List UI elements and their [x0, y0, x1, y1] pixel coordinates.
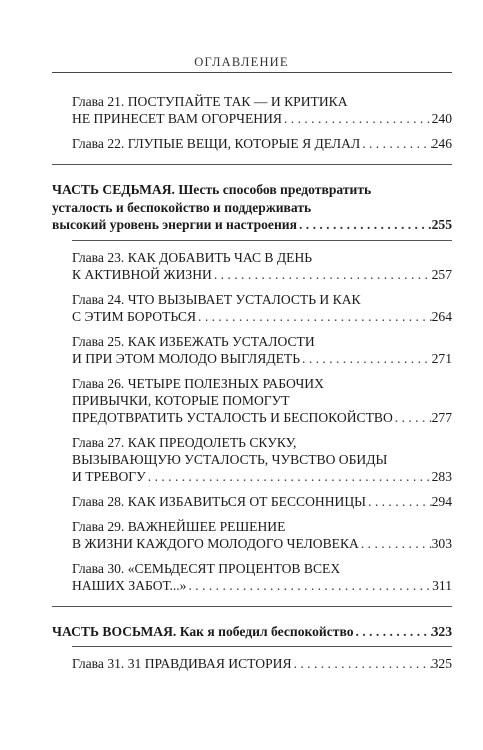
toc-line	[72, 468, 452, 485]
toc-line	[52, 199, 452, 217]
toc-entry-chapter-30[interactable]	[72, 560, 452, 594]
toc-entry-chapter-25[interactable]	[72, 333, 452, 367]
toc-text: НЕ ПРИНЕСЕТ ВАМ ОГОРЧЕНИЯ	[72, 111, 282, 126]
toc-text: Глава 21. ПОСТУПАЙТЕ ТАК — И КРИТИКА	[72, 94, 348, 109]
toc-text: В ЖИЗНИ КАЖДОГО МОЛОДОГО ЧЕЛОВЕКА	[72, 535, 359, 551]
toc-entry-chapter-21[interactable]	[72, 93, 452, 127]
toc-entry-chapter-31[interactable]	[72, 655, 452, 672]
toc-text: И ПРИ ЭТОМ МОЛОДО ВЫГЛЯДЕТЬ	[72, 350, 301, 366]
toc-line	[72, 655, 452, 672]
page-number: 303	[431, 535, 452, 551]
page-number: 277	[431, 409, 452, 425]
toc-line	[72, 266, 452, 283]
toc-line	[72, 434, 452, 451]
toc-entry-chapter-23[interactable]	[72, 249, 452, 283]
leader-dots	[360, 135, 431, 152]
toc-line	[72, 93, 452, 110]
page-number: 283	[431, 468, 452, 484]
toc-line	[72, 560, 452, 577]
toc-text: ВЫЗЫВАЮЩУЮ УСТАЛОСТЬ, ЧУВСТВО ОБИДЫ	[72, 451, 388, 467]
leader-dots	[354, 623, 432, 641]
page-number: 294	[431, 493, 452, 509]
leader-dots	[146, 468, 432, 485]
running-head-title: ОГЛАВЛЕНИЕ	[194, 55, 289, 69]
toc-text: Глава 24. ЧТО ВЫЗЫВАЕТ УСТАЛОСТЬ И КАК	[72, 291, 361, 307]
toc-entry-chapter-28[interactable]	[72, 493, 452, 510]
toc-entry-chapter-27[interactable]	[72, 434, 452, 485]
toc-line	[72, 291, 452, 308]
leader-dots	[186, 577, 432, 594]
page-number: 323	[431, 623, 452, 639]
toc-text: И ТРЕВОГУ	[72, 468, 146, 484]
leader-dots	[300, 350, 432, 367]
toc-line	[72, 333, 452, 350]
toc-text: ЧАСТЬ СЕДЬМАЯ. Шесть способов предотвратить	[52, 182, 372, 197]
toc-line	[72, 409, 452, 426]
toc-text: Глава 31. 31 ПРАВДИВАЯ ИСТОРИЯ	[72, 656, 292, 671]
toc-line	[72, 110, 452, 127]
header-rule	[52, 72, 452, 73]
toc-line	[72, 518, 452, 535]
leader-dots	[212, 266, 432, 283]
page-number: 257	[431, 266, 452, 282]
toc-text: ПРИВЫЧКИ, КОТОРЫЕ ПОМОГУТ	[72, 392, 290, 408]
section-divider	[52, 164, 452, 165]
toc-line	[72, 249, 452, 266]
toc-text: Глава 30. «СЕМЬДЕСЯТ ПРОЦЕНТОВ ВСЕХ	[72, 560, 341, 576]
toc-text: ЧАСТЬ ВОСЬМАЯ. Как я победил беспокойство	[52, 623, 354, 639]
toc-line	[72, 451, 452, 468]
toc-text: Глава 22. ГЛУПЫЕ ВЕЩИ, КОТОРЫЕ Я ДЕЛАЛ	[72, 136, 361, 151]
page-number: 311	[432, 577, 452, 593]
toc-line	[72, 135, 452, 152]
part-divider	[72, 646, 452, 647]
toc-entry-chapter-22[interactable]	[72, 135, 452, 152]
leader-dots	[196, 308, 432, 325]
toc-text: Глава 27. КАК ПРЕОДОЛЕТЬ СКУКУ,	[72, 434, 297, 450]
toc-line	[72, 308, 452, 325]
part-divider	[72, 240, 452, 241]
toc-line	[52, 216, 452, 234]
table-of-contents	[52, 93, 452, 680]
toc-text: С ЭТИМ БОРОТЬСЯ	[72, 308, 197, 324]
page-number: 271	[431, 350, 452, 366]
page-number: 255	[431, 217, 452, 232]
leader-dots	[297, 216, 432, 234]
toc-entry-chapter-29[interactable]	[72, 518, 452, 552]
toc-line	[52, 181, 452, 199]
toc-text: Глава 26. ЧЕТЫРЕ ПОЛЕЗНЫХ РАБОЧИХ	[72, 375, 324, 391]
toc-text: усталость и беспокойство и поддерживать	[52, 199, 312, 215]
toc-text: Глава 28. КАК ИЗБАВИТЬСЯ ОТ БЕССОННИЦЫ	[72, 493, 367, 509]
toc-text: НАШИХ ЗАБОТ...»	[72, 577, 187, 593]
leader-dots	[359, 535, 432, 552]
page-number: 246	[431, 136, 452, 151]
leader-dots	[366, 493, 432, 510]
section-divider	[52, 606, 452, 607]
toc-text: Глава 29. ВАЖНЕЙШЕЕ РЕШЕНИЕ	[72, 518, 286, 534]
toc-line	[72, 350, 452, 367]
toc-line	[52, 623, 452, 641]
page-number: 240	[431, 111, 452, 126]
toc-line	[72, 577, 452, 594]
toc-line	[72, 392, 452, 409]
leader-dots	[282, 110, 432, 127]
toc-line	[72, 375, 452, 392]
toc-text: К АКТИВНОЙ ЖИЗНИ	[72, 266, 212, 282]
leader-dots	[393, 409, 432, 426]
toc-entry-chapter-26[interactable]	[72, 375, 452, 426]
page-number: 325	[431, 656, 452, 671]
page-number: 264	[431, 308, 452, 324]
toc-text: ПРЕДОТВРАТИТЬ УСТАЛОСТЬ И БЕСПОКОЙСТВО	[72, 409, 393, 425]
toc-entry-chapter-24[interactable]	[72, 291, 452, 325]
toc-line	[72, 535, 452, 552]
toc-entry-part-8[interactable]	[52, 623, 452, 641]
leader-dots	[292, 655, 432, 672]
toc-text: Глава 23. КАК ДОБАВИТЬ ЧАС В ДЕНЬ	[72, 249, 313, 265]
toc-entry-part-7[interactable]	[52, 181, 452, 234]
toc-line	[72, 493, 452, 510]
toc-text: высокий уровень энергии и настроения	[52, 217, 297, 232]
toc-text: Глава 25. КАК ИЗБЕЖАТЬ УСТАЛОСТИ	[72, 333, 315, 349]
